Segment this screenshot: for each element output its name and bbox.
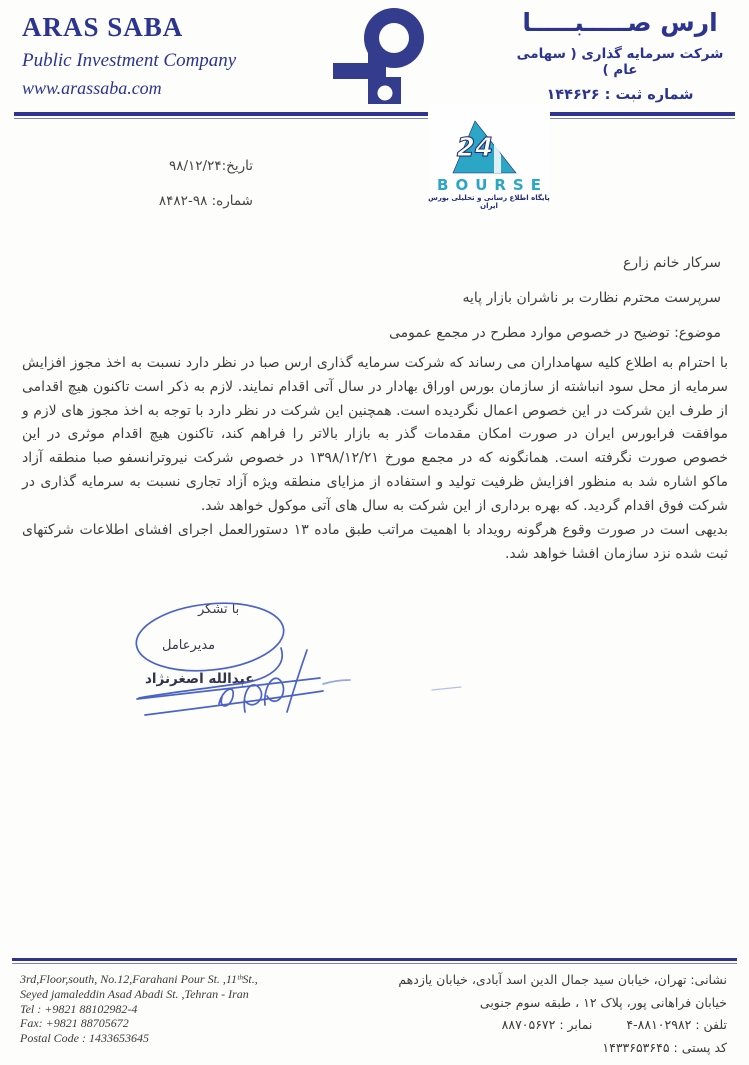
recipient-block bbox=[389, 255, 721, 360]
footer-en-line: Tel : +9821 88102982-4 bbox=[20, 1001, 138, 1016]
body-paragraph-1: با احترام به اطلاع کلیه سهامداران می رساند که شرکت سرمایه گذاری ارس صبا در نظر دارد نسبت به اخذ مجوز افزایش سرمایه از محل سود انباشته از سازمان بورس اوراق بهادار در سال آتی اقدام نمایند. لازم به ذکر است تاکنون هیچ اقدامی از طرف این شرکت در این خصوص اعمال نگردیده است. همچنین این شرکت در نظر دارد با توجه به اخذ مجوز های لازم و موافقت فرابورس ایران در صورت امکان مقدمات گذر به بازار بالاتر را فراهم کند، تاکنون هیچ اقدام موثری در این خصوص صورت نگرفته است. همانگونه که در مجمع مورخ ۱۳۹۸/۱۲/۲۱ در خصوص شرکت نیروترانسفو صبا منطقه آزاد ماکو اشاره شد به منظور افزایش ظرفیت تولید و استفاده از مزایای منطقه ویژه آزاد تجاری نسبت به سرمایه گذاری در شرکت فوق اقدام گردید. که بهره برداری از این شرکت به سال های آتی موکول خواهد شد. bbox=[22, 355, 728, 514]
footer-rule bbox=[12, 958, 737, 961]
footer-en-line: Fax: +9821 88705672 bbox=[20, 1016, 129, 1031]
company-name-en: ARAS SABA bbox=[22, 12, 184, 42]
footer-en-line: Seyed jamaleddin Asad Abadi St. ,Tehran - Iran bbox=[20, 986, 249, 1001]
header-rule-thin bbox=[14, 118, 735, 119]
company-website: www.arassaba.com bbox=[22, 78, 162, 98]
signature-role: مدیرعامل bbox=[162, 638, 216, 653]
letterhead-fa bbox=[506, 8, 734, 103]
bourse-tagline: پایگاه اطلاع رسانی و تحلیلی بورس ایران bbox=[428, 194, 550, 210]
signature-closing: با تشکر bbox=[198, 602, 240, 617]
recipient-name: سرکار خانم زارع bbox=[623, 255, 721, 271]
header-rule bbox=[14, 112, 735, 116]
letter-meta bbox=[159, 158, 253, 209]
company-type-fa: شرکت سرمایه گذاری ( سهامی عام ) bbox=[516, 46, 724, 78]
footer-address-fa bbox=[398, 969, 727, 1059]
handwritten-signature bbox=[95, 590, 475, 735]
company-type-en: Public Investment Company bbox=[22, 50, 237, 71]
registration-number: شماره ثبت : ۱۴۴۶۲۶ bbox=[546, 87, 694, 103]
company-name-fa: ارس صـــــبـــــا bbox=[522, 8, 718, 37]
footer-en-line: 3rd,Floor,south, No.12,Farahani Pour St. ,11ᵗʰSt., bbox=[20, 972, 258, 986]
footer-fa-address2: خیابان فراهانی پور، پلاک ۱۲ ، طبقه سوم جنوبی bbox=[479, 994, 727, 1010]
footer-address-en bbox=[20, 972, 258, 1046]
footer-fa-postal: کد پستی : ۱۴۳۳۶۵۳۶۴۵ bbox=[602, 1039, 727, 1055]
footer-en-line: Postal Code : 1433653645 bbox=[20, 1031, 149, 1046]
letter-number: شماره: ۹۸-۸۴۸۲ bbox=[158, 193, 253, 209]
footer-fa-telfax bbox=[398, 1014, 727, 1037]
footer-fa-tel: تلفن : ۸۸۱۰۲۹۸۲-۴ bbox=[626, 1017, 727, 1032]
letter-subject: موضوع: توضیح در خصوص موارد مطرح در مجمع عمومی bbox=[388, 325, 721, 341]
signatory-name: عبدالله اصغرنژاد bbox=[145, 671, 255, 687]
footer-fa-fax: نمابر : ۸۸۷۰۵۶۷۲ bbox=[501, 1017, 593, 1032]
bourse24-stamp bbox=[428, 105, 550, 210]
footer-fa-address1: نشانی: تهران، خیابان سید جمال الدین اسد آبادی، خیابان یازدهم bbox=[398, 972, 727, 987]
bourse-brand: BOURSE bbox=[437, 176, 548, 194]
letterhead-en bbox=[22, 12, 236, 99]
bourse-number: 24 bbox=[456, 133, 494, 163]
footer-rule-thin bbox=[12, 963, 737, 964]
aras-saba-logo-icon bbox=[333, 6, 428, 106]
letter-date: تاریخ:۹۸/۱۲/۲۴ bbox=[168, 158, 253, 174]
recipient-title: سرپرست محترم نظارت بر ناشران بازار پایه bbox=[462, 290, 721, 306]
body-paragraph-2: بدیهی است در صورت وقوع هرگونه رویداد با اهمیت مراتب طبق ماده ۱۳ دستورالعمل اجرای افشای اطلاعات شرکتهای ثبت شده نزد سازمان افشا خواهد شد. bbox=[22, 522, 729, 562]
